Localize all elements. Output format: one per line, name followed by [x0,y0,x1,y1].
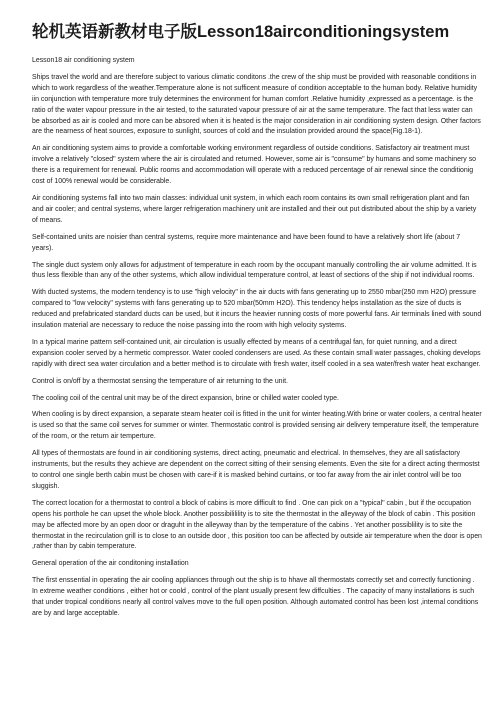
paragraph-self-contained: Self-contained units are noisier than central systems, require more maintenance and have been found to have a relatively short life (about 7 years). [32,233,461,252]
lesson-subtitle: Lesson18 air conditioning system [32,57,135,64]
paragraph-direct-expansion: When cooling is by direct expansion, a separate steam heater coil is fitted in the unit for winter heating.With brine or water coolers, a central heater is used so that the same coil serves for summer or winter. Thermostatic control is provided sensing air delivery temperature itself, the temperature of the room, or the return air temperture. [32,411,482,441]
paragraph-ducted-systems: With ducted systems, the modern tendency is to use "high velocity" in the air ducts with fans generating up to 2550 mbar(250 mm H2O) pressure compared to "low velocity" systems with fans generating up to 520 mbar(50mm H2O). This tendency helps installation as the size of ducts is reduced and prefabricated standard ducts can be used, but it incurs the heavier running costs of more powerful fans. Air terminals lined with sound insulation material are necessary to reduce the noise passing into the room with high velocity systems. [32,289,482,330]
section-heading-general-operation: General operation of the air conditoning installation [32,560,189,568]
paragraph-system-classes: Air conditioning systems fall into two main classes: individual unit system, in which each room contains its own small refrigeration plant and fan and air cooler; and central systems, where larger refrigeration machinery unit are installed and their out put distributed about the ship by a variety of means. [32,194,477,224]
paragraph-system-aims: An air conditioning system aims to provide a comfortable working environment regardless of outside conditions. Satisfactory air treatment must involve a relatively "closed" system where the air is circulated and returned. However, some air is "consume" by humans and some machinery so there is a requirement for renewal. Public rooms and accommodation will operate with a reduced percentage of air renewal since the conditionig cost of 100% renewal would be considerable. [32,145,477,186]
paragraph-general-operation: The first enssential in operating the air cooling appliances through out the ship is to hhave all thermostats correctly set and correctly functioning . In extreme weather conditions , either hot or coold , control of the plant usually present few diffculties . The capacity of many installations is such that under tropical conditions nearly all control valves move to the full open position. Although automated control has been lost ,internal conditions are by and large acceptable. [32,577,479,617]
paragraph-thermostats: All types of thermostats are found in air conditioning systems, direct acting, pneumatic and electrical. In themselves, they are all satisfactory instruments, but the results they achieve are dependent on the correct sitting of their sensing elements. Even the site for a direct acting thermostst to control one single berth cabin must be chosen with care-if it is masked behind curtains, or too far away from the air inlet control will be too sluggish. [32,450,480,490]
document-title: 轮机英语新教材电子版Lesson18airconditioningsystem [32,23,450,41]
paragraph-single-duct: The single duct system only allows for adjustment of temperature in each room by the occupant manually controlling the air volume admitted. It is thus less flexible than any of the other systems, which allow individual temperature control, at least of sections of the ship if not individual rooms. [32,261,477,280]
paragraph-thermostat-location: The correct location for a thermostat to control a block of cabins is more difficult to find . One can pick on a "typical" cabin , but if the occupation opens his porthole he can upset the whole block. Another possibililility is to site the thermostat in the alleyway of the block of cabin . This position may be affected more by an open door or draguht in the alleyway than by the temperature of the cabins . Yet another possiblility is to site the thermostat in the recirculation grill is to close to an outside door , this position too can be affected by outside air temperature when the door is open ,rather than by cabin temperature. [32,499,482,551]
paragraph-control: Control is on/off by a thermostat sensing the temperature of air returning to the unit. [32,377,288,385]
paragraph-intro: Ships travel the world and are therefore subject to various climatic conditons .the crew of the ship must be provided with reasonable conditions in which to work regardless of the weather.Temperature alone is not sufficent measure of condition acceptable to the human body. Relative humidity iin conjunction with temperature more truly determines the environment for human comfort .Relative humidity ,expressed as a percentage. is the ratio of the water vapour pressure in the air tested, to the saturated vapour pressure of air at the same temperature. The fact that less water can be absorbed as air is cooled and more can be absored when it is heated is the major consideration in air conditioning system design. Other factors are the nearness of heat sources, exposure to sunlight, sources of cold and the insulation provided around the space(Fig.18-1). [32,73,481,136]
paragraph-cooling-coil: The cooling coil of the central unit may be of the direct expansion, brine or chilled water cooled type. [32,394,339,402]
paragraph-marine-unit: In a typical marine pattern self-contained unit, air circulation is usually effected by means of a centrifugal fan, for quiet running, and a direct expansion cooler served by a hermetic compressor. Water cooled condensers are used. As these contain small water passages, choking develops rapidly with direct sea water circulation and a better method is to circulate with fresh water, itself cooled in a sea water/fresh water heat exchanger. [32,338,481,368]
document-body [32,56,482,626]
